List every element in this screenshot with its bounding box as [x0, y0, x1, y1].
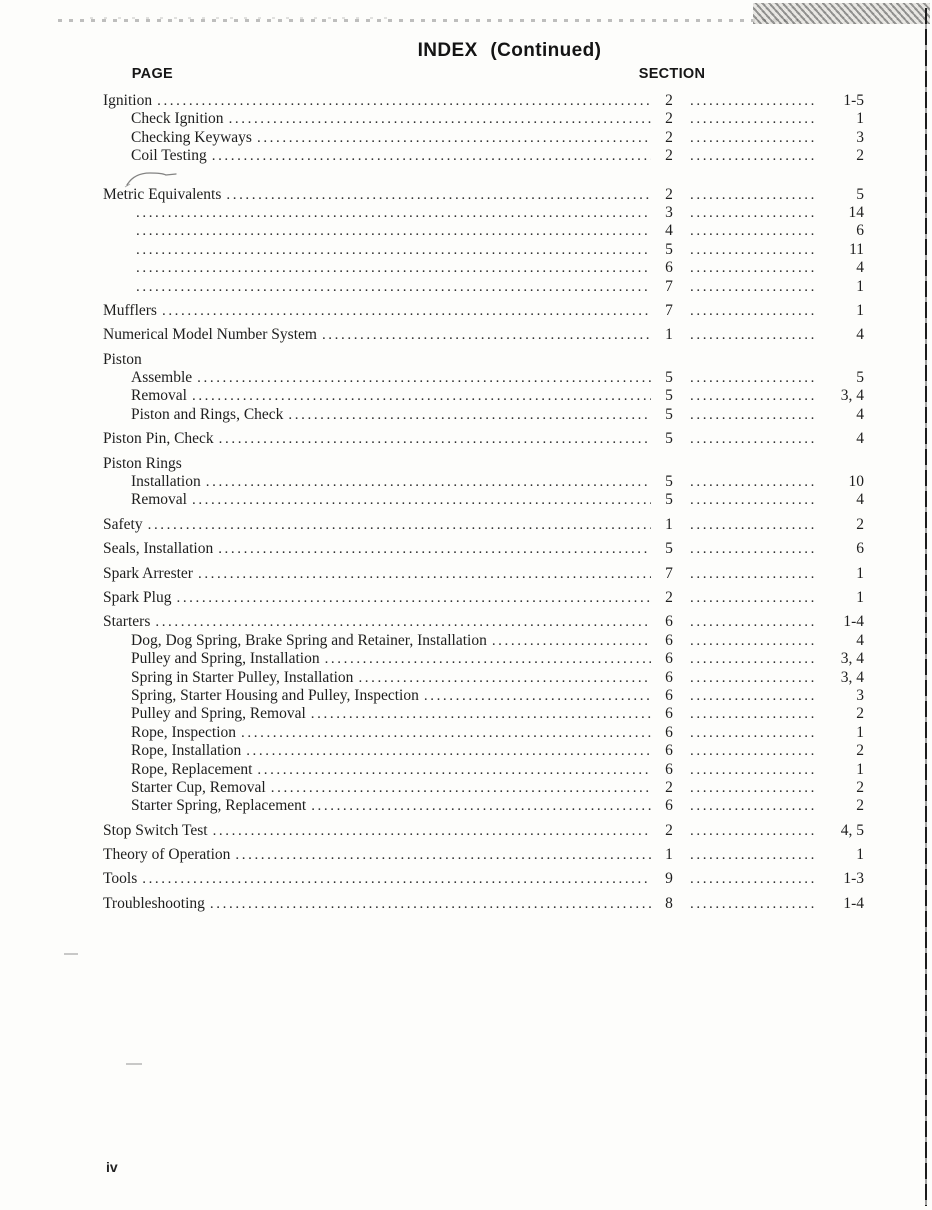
- index-row: [103, 186, 864, 204]
- dot-leader: [192, 491, 651, 509]
- index-entry-label: Piston Rings: [103, 454, 182, 472]
- dot-leader: [687, 516, 818, 534]
- index-entry-page: 2: [856, 778, 864, 796]
- index-entry-section: 6: [665, 686, 673, 704]
- index-row: [103, 259, 864, 277]
- dot-leader: [687, 742, 818, 760]
- index-entry-section: 2: [665, 92, 673, 109]
- dot-leader: [687, 822, 818, 840]
- index-entry-label: Safety: [103, 515, 143, 533]
- dot-leader: [136, 278, 651, 296]
- index-row: [103, 540, 864, 558]
- dot-leader: [257, 761, 651, 779]
- index-entry-label: Spark Plug: [103, 588, 172, 606]
- dot-leader: [687, 387, 818, 405]
- dot-leader: [687, 129, 818, 147]
- index-entry-label: Tools: [103, 870, 138, 888]
- index-entry-label: Installation: [131, 473, 201, 491]
- index-entry-page: 1: [856, 301, 864, 319]
- dot-leader: [687, 895, 818, 913]
- scan-noise-patch: [753, 3, 930, 24]
- index-entry-page: 3: [856, 128, 864, 146]
- dot-leader: [197, 369, 651, 387]
- dot-leader: [687, 278, 818, 296]
- index-entry-section: 2: [665, 821, 673, 839]
- index-entry-section: 5: [665, 473, 673, 491]
- index-heading-row: [103, 351, 864, 369]
- dot-leader: [226, 186, 651, 204]
- index-row: [103, 406, 864, 424]
- index-row: [103, 491, 864, 509]
- dot-leader: [687, 565, 818, 583]
- index-entry-section: 1: [665, 326, 673, 344]
- index-entry-section: 5: [665, 540, 673, 558]
- dot-leader: [687, 846, 818, 864]
- dot-leader: [271, 779, 651, 797]
- index-entry-section: 6: [665, 668, 673, 686]
- scan-smudge-line-light: [90, 17, 390, 19]
- dot-leader: [322, 326, 651, 344]
- dot-leader: [687, 186, 818, 204]
- footer-page-number: iv: [106, 1159, 118, 1175]
- section-column-header: SECTION: [638, 66, 706, 82]
- dot-leader: [687, 687, 818, 705]
- index-row: [103, 92, 864, 110]
- scan-edge-line: [925, 8, 927, 1206]
- index-entry-page: 10: [848, 473, 864, 491]
- index-row: [103, 241, 864, 259]
- index-entry-section: 5: [665, 491, 673, 509]
- dot-leader: [136, 204, 651, 222]
- index-entry-section: 6: [665, 797, 673, 815]
- index-entry-section: 6: [665, 723, 673, 741]
- dot-leader: [687, 302, 818, 320]
- index-entry-label: Coil Testing: [131, 147, 207, 165]
- dot-leader: [687, 241, 818, 259]
- index-entry-page: 4: [856, 430, 864, 448]
- dot-leader: [687, 797, 818, 815]
- dot-leader: [687, 430, 818, 448]
- index-entry-label: Spring, Starter Housing and Pulley, Inspection: [131, 686, 419, 704]
- index-entry-page: 4: [856, 326, 864, 344]
- dot-leader: [136, 241, 651, 259]
- index-entry-label: Pulley and Spring, Installation: [131, 650, 320, 668]
- dot-leader: [687, 110, 818, 128]
- index-entry-page: 1: [856, 564, 864, 582]
- index-row: [103, 204, 864, 222]
- dot-leader: [155, 613, 651, 631]
- dot-leader: [687, 406, 818, 424]
- index-entry-section: 6: [665, 760, 673, 778]
- index-row: [103, 846, 864, 864]
- index-entry-label: Troubleshooting: [103, 894, 205, 912]
- index-row: [103, 650, 864, 668]
- index-row: [103, 369, 864, 387]
- index-row: [103, 147, 864, 165]
- index-row: [103, 473, 864, 491]
- index-entry-page: 1: [856, 110, 864, 128]
- index-entry-page: 1: [856, 846, 864, 864]
- index-entry-page: 4: [856, 491, 864, 509]
- index-entry-label: Mufflers: [103, 301, 157, 319]
- index-entry-section: 2: [665, 778, 673, 796]
- dot-leader: [424, 687, 651, 705]
- index-entry-label: Stop Switch Test: [103, 821, 208, 839]
- dot-leader: [213, 822, 651, 840]
- index-entry-page: 4: [856, 405, 864, 423]
- dot-leader: [325, 650, 651, 668]
- index-row: [103, 742, 864, 760]
- index-entry-section: 2: [665, 110, 673, 128]
- dot-leader: [162, 302, 651, 320]
- dot-leader: [229, 110, 651, 128]
- index-entry-page: 14: [848, 203, 864, 221]
- index-row: [103, 430, 864, 448]
- index-entry-label: Assemble: [131, 369, 193, 387]
- index-row: [103, 705, 864, 723]
- index-row: [103, 822, 864, 840]
- index-entry-page: 2: [856, 705, 864, 723]
- dot-leader: [218, 540, 651, 558]
- index-heading-row: [103, 455, 864, 473]
- index-row: [103, 724, 864, 742]
- index-entry-section: 5: [665, 387, 673, 405]
- index-entry-page: 3, 4: [840, 650, 864, 668]
- dot-leader: [687, 369, 818, 387]
- dot-leader: [288, 406, 651, 424]
- index-entry-label: Starters: [103, 613, 151, 631]
- dot-leader: [311, 797, 651, 815]
- index-entry-label: Rope, Replacement: [131, 760, 253, 778]
- index-entry-section: 6: [665, 742, 673, 760]
- dot-leader: [142, 870, 651, 888]
- index-row: [103, 895, 864, 913]
- dot-leader: [358, 669, 651, 687]
- index-entry-section: 6: [665, 705, 673, 723]
- dot-leader: [687, 491, 818, 509]
- dot-leader: [687, 540, 818, 558]
- index-entry-label: Check Ignition: [131, 110, 224, 128]
- index-entry-section: 6: [665, 631, 673, 649]
- index-entry-label: Theory of Operation: [103, 846, 231, 864]
- page-column-header: PAGE: [131, 66, 173, 82]
- dot-leader: [311, 705, 651, 723]
- dot-leader: [687, 632, 818, 650]
- index-entry-label: Piston Pin, Check: [103, 430, 214, 448]
- index-entry-page: 1-5: [843, 92, 864, 109]
- index-row: [103, 589, 864, 607]
- index-row: [103, 222, 864, 240]
- index-entry-page: 5: [856, 185, 864, 203]
- dot-leader: [687, 473, 818, 491]
- dot-leader: [235, 846, 651, 864]
- dot-leader: [492, 632, 651, 650]
- dot-leader: [176, 589, 651, 607]
- dot-leader: [687, 204, 818, 222]
- dot-leader: [687, 705, 818, 723]
- index-entry-section: 9: [665, 870, 673, 888]
- index-entry-page: 6: [856, 540, 864, 558]
- index-entry-section: 3: [665, 203, 673, 221]
- index-list: [103, 92, 864, 913]
- dot-leader: [136, 222, 651, 240]
- index-row: [103, 870, 864, 888]
- dot-leader: [157, 92, 651, 110]
- dot-leader: [687, 761, 818, 779]
- dot-leader: [687, 724, 818, 742]
- index-row: [103, 302, 864, 320]
- dot-leader: [212, 147, 651, 165]
- index-row: [103, 278, 864, 296]
- dot-leader: [687, 669, 818, 687]
- index-entry-page: 2: [856, 742, 864, 760]
- dot-leader: [687, 326, 818, 344]
- index-entry-section: 5: [665, 240, 673, 258]
- index-row: [103, 779, 864, 797]
- index-row: [103, 687, 864, 705]
- column-headers: [103, 66, 864, 84]
- dot-leader: [148, 516, 651, 534]
- dot-leader: [687, 613, 818, 631]
- index-entry-page: 1: [856, 588, 864, 606]
- index-entry-page: 1: [856, 277, 864, 295]
- dot-leader: [206, 473, 651, 491]
- dot-leader: [136, 259, 651, 277]
- index-entry-section: 6: [665, 613, 673, 631]
- index-entry-section: 7: [665, 301, 673, 319]
- scan-speck: [64, 953, 78, 955]
- index-entry-section: 5: [665, 430, 673, 448]
- index-entry-label: Piston: [103, 350, 142, 368]
- index-row: [103, 110, 864, 128]
- dot-leader: [257, 129, 651, 147]
- index-entry-section: 6: [665, 259, 673, 277]
- index-entry-page: 6: [856, 222, 864, 240]
- index-entry-section: 4: [665, 222, 673, 240]
- index-entry-section: 5: [665, 405, 673, 423]
- dot-leader: [687, 650, 818, 668]
- index-entry-page: 3: [856, 686, 864, 704]
- dot-leader: [687, 92, 818, 110]
- index-row: [103, 326, 864, 344]
- index-entry-section: 1: [665, 515, 673, 533]
- index-row: [103, 565, 864, 583]
- dot-leader: [246, 742, 651, 760]
- index-entry-label: Starter Spring, Replacement: [131, 797, 307, 815]
- index-entry-section: 6: [665, 650, 673, 668]
- dot-leader: [687, 779, 818, 797]
- index-entry-section: 8: [665, 894, 673, 912]
- index-row: [103, 669, 864, 687]
- index-entry-label: Dog, Dog Spring, Brake Spring and Retainer, Installation: [131, 631, 487, 649]
- dot-leader: [219, 430, 651, 448]
- index-row: [103, 613, 864, 631]
- index-entry-label: Pulley and Spring, Removal: [131, 705, 306, 723]
- index-entry-label: Rope, Inspection: [131, 723, 237, 741]
- index-entry-page: 4: [856, 259, 864, 277]
- index-entry-label: Spring in Starter Pulley, Installation: [131, 668, 354, 686]
- index-entry-page: 11: [849, 240, 864, 258]
- index-entry-section: 1: [665, 846, 673, 864]
- index-entry-page: 4, 5: [840, 821, 864, 839]
- index-entry-label: Piston and Rings, Check: [131, 405, 284, 423]
- index-entry-label: Metric Equivalents: [103, 185, 222, 203]
- index-entry-section: 5: [665, 369, 673, 387]
- index-entry-label: Removal: [131, 491, 187, 509]
- index-document: [103, 40, 864, 913]
- dot-leader: [198, 565, 651, 583]
- index-entry-section: 2: [665, 588, 673, 606]
- dot-leader: [687, 222, 818, 240]
- dot-leader: [192, 387, 651, 405]
- index-row: [103, 516, 864, 534]
- dot-leader: [687, 147, 818, 165]
- index-row: [103, 632, 864, 650]
- index-entry-page: 3, 4: [840, 387, 864, 405]
- index-entry-page: 3, 4: [840, 668, 864, 686]
- index-row: [103, 387, 864, 405]
- index-entry-label: Checking Keyways: [131, 128, 252, 146]
- index-entry-page: 4: [856, 631, 864, 649]
- index-entry-section: 2: [665, 128, 673, 146]
- index-entry-label: Numerical Model Number System: [103, 326, 317, 344]
- dot-leader: [210, 895, 651, 913]
- index-entry-page: 1-4: [843, 613, 864, 631]
- index-row: [103, 761, 864, 779]
- index-entry-section: 7: [665, 564, 673, 582]
- index-entry-page: 2: [856, 147, 864, 165]
- index-entry-label: Rope, Installation: [131, 742, 242, 760]
- index-entry-page: 2: [856, 797, 864, 815]
- dot-leader: [687, 259, 818, 277]
- index-entry-page: 1-3: [843, 870, 864, 888]
- index-entry-page: 1-4: [843, 894, 864, 912]
- index-entry-label: Seals, Installation: [103, 540, 214, 558]
- dot-leader: [241, 724, 651, 742]
- index-entry-page: 2: [856, 515, 864, 533]
- index-entry-section: 7: [665, 277, 673, 295]
- index-entry-page: 5: [856, 369, 864, 387]
- dot-leader: [687, 870, 818, 888]
- index-entry-label: Removal: [131, 387, 187, 405]
- index-entry-section: 2: [665, 185, 673, 203]
- index-entry-label: Starter Cup, Removal: [131, 778, 266, 796]
- page-title: INDEX (Continued): [417, 40, 602, 61]
- scan-speck: [126, 1063, 142, 1065]
- index-entry-label: Spark Arrester: [103, 564, 193, 582]
- index-entry-page: 1: [856, 723, 864, 741]
- index-entry-page: 1: [856, 760, 864, 778]
- scan-smudge-line: [58, 19, 798, 22]
- dot-leader: [687, 589, 818, 607]
- index-entry-section: 2: [665, 147, 673, 165]
- index-row: [103, 797, 864, 815]
- index-entry-label: Ignition: [103, 92, 153, 109]
- index-row: [103, 129, 864, 147]
